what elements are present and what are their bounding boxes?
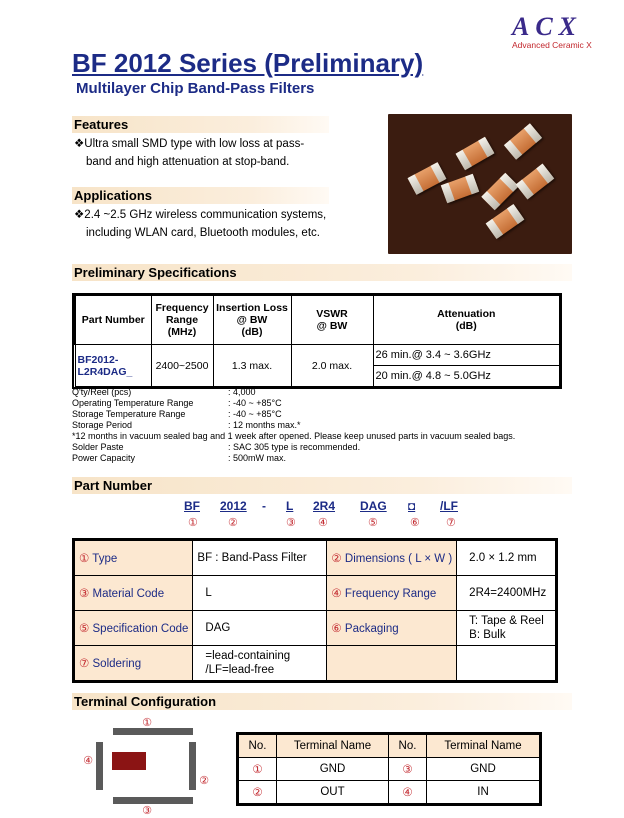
spec-table <box>72 293 562 389</box>
spec-freq-range: 2400~2500 <box>151 345 213 387</box>
note-value: : 12 months max.* <box>228 420 301 430</box>
pn-index: ⑤ <box>368 517 378 529</box>
terminal-heading: Terminal Configuration <box>72 693 572 710</box>
terminal-no: ③ <box>389 758 427 781</box>
spec-vswr: 2.0 max. <box>291 345 373 387</box>
terminal-header: No. <box>239 735 277 758</box>
terminal-row <box>239 781 540 804</box>
pn-value: =lead-containing /LF=lead-free <box>193 646 327 681</box>
pn-label: ③ Material Code <box>75 576 193 611</box>
spec-part-number: BF2012- L2R4DAG_ <box>75 345 151 387</box>
pn-code-type: BF <box>184 499 200 513</box>
pn-label: ⑤ Specification Code <box>75 611 193 646</box>
pn-index: ② <box>228 517 238 529</box>
note-key: Solder Paste <box>72 442 124 452</box>
pn-label: ① Type <box>75 541 193 576</box>
terminal-pad-2 <box>189 742 196 790</box>
note-key: Storage Temperature Range <box>72 409 186 419</box>
logo-tagline: Advanced Ceramic X <box>512 40 592 50</box>
pn-index: ① <box>188 517 198 529</box>
terminal-no: ① <box>239 758 277 781</box>
acx-logo <box>512 12 610 50</box>
pn-label: ② Dimensions ( L × W ) <box>327 541 457 576</box>
pn-code-material: L <box>286 499 294 513</box>
note-key: Power Capacity <box>72 453 136 463</box>
spec-header-loss: Insertion Loss @ BW (dB) <box>213 296 291 345</box>
features-line-2: band and high attenuation at stop-band. <box>86 156 290 168</box>
pn-row <box>75 541 556 576</box>
product-photo <box>388 114 572 254</box>
pn-value: BF : Band-Pass Filter <box>193 541 327 576</box>
terminal-header: No. <box>389 735 427 758</box>
spec-header-vswr: VSWR @ BW <box>291 296 373 345</box>
terminal-name: OUT <box>277 781 389 804</box>
terminal-pad-4 <box>96 742 103 790</box>
applications-text <box>74 206 326 242</box>
terminal-diagram <box>80 716 220 816</box>
pn-index: ⑥ <box>410 517 420 529</box>
features-line-1: ❖Ultra small SMD type with low loss at pass- <box>74 138 305 150</box>
pn-label: ⑥ Packaging <box>327 611 457 646</box>
terminal-pad-3 <box>113 797 193 804</box>
applications-line-2: including WLAN card, Bluetooth modules, etc. <box>86 227 320 239</box>
logo-letters: ACX <box>512 12 583 41</box>
pn-label: ④ Frequency Range <box>327 576 457 611</box>
specs-heading: Preliminary Specifications <box>72 264 572 281</box>
diagram-label-4: ④ <box>83 754 93 767</box>
terminal-no: ④ <box>389 781 427 804</box>
pn-code-spec: DAG <box>360 499 387 513</box>
terminal-row <box>239 758 540 781</box>
spec-notes <box>72 387 515 464</box>
terminal-name: GND <box>427 758 540 781</box>
note-value: : -40 ~ +85°C <box>228 409 282 419</box>
pn-index: ③ <box>286 517 296 529</box>
chip-image <box>516 164 554 200</box>
part-number-heading: Part Number <box>72 477 572 494</box>
part-number-table <box>72 538 558 683</box>
pn-code-soldering: /LF <box>440 499 458 513</box>
terminal-header: Terminal Name <box>427 735 540 758</box>
applications-line-1: ❖2.4 ~2.5 GHz wireless communication systems, <box>74 209 327 221</box>
spec-header-part: Part Number <box>75 296 151 345</box>
page-title: BF 2012 Series (Preliminary) <box>72 48 424 78</box>
spec-attenuation-2: 20 min.@ 4.8 ~ 5.0GHz <box>373 366 560 387</box>
pn-row <box>75 576 556 611</box>
spec-header-freq: Frequency Range (MHz) <box>151 296 213 345</box>
diagram-label-2: ② <box>199 774 209 787</box>
pn-label: ⑦ Soldering <box>75 646 193 681</box>
features-heading: Features <box>72 116 329 133</box>
pn-value: L <box>193 576 327 611</box>
spec-header-atten: Attenuation (dB) <box>373 296 560 345</box>
pn-code-frequency: 2R4 <box>313 499 336 513</box>
terminal-name: GND <box>277 758 389 781</box>
note-value: : 500mW max. <box>228 453 287 463</box>
spec-insertion-loss: 1.3 max. <box>213 345 291 387</box>
pn-value: DAG <box>193 611 327 646</box>
pn-separator: - <box>262 499 266 513</box>
diagram-label-3: ③ <box>142 804 152 816</box>
orientation-mark <box>112 752 146 770</box>
page-subtitle: Multilayer Chip Band-Pass Filters <box>76 80 315 97</box>
note-key: Q'ty/Reel (pcs) <box>72 387 132 397</box>
pn-value: 2.0 × 1.2 mm <box>457 541 556 576</box>
pn-value-empty <box>457 646 556 681</box>
terminal-no: ② <box>239 781 277 804</box>
diagram-label-1: ① <box>142 716 152 729</box>
note-value: : 4,000 <box>228 387 256 397</box>
spec-attenuation-1: 26 min.@ 3.4 ~ 3.6GHz <box>373 345 560 366</box>
terminal-name: IN <box>427 781 540 804</box>
chip-image <box>408 162 447 195</box>
note-key: Operating Temperature Range <box>72 398 194 408</box>
pn-code-packaging: ◘ <box>408 499 416 513</box>
terminal-header: Terminal Name <box>277 735 389 758</box>
pn-index: ⑦ <box>446 517 456 529</box>
pn-label-empty <box>327 646 457 681</box>
pn-code-dimension: 2012 <box>220 499 247 513</box>
pn-value: 2R4=2400MHz <box>457 576 556 611</box>
terminal-table <box>236 732 542 806</box>
pn-value: T: Tape & Reel B: Bulk <box>457 611 556 646</box>
pn-row <box>75 611 556 646</box>
note-footnote: *12 months in vacuum sealed bag and 1 week after opened. Please keep unused parts in vacuum sealed bags. <box>72 431 516 441</box>
features-text <box>74 135 304 171</box>
pn-row <box>75 646 556 681</box>
note-key: Storage Period <box>72 420 133 430</box>
applications-heading: Applications <box>72 187 329 204</box>
terminal-pad-1 <box>113 728 193 735</box>
note-value: : SAC 305 type is recommended. <box>228 442 361 452</box>
pn-index: ④ <box>318 517 328 529</box>
chip-image <box>504 123 542 159</box>
chip-image <box>486 204 525 239</box>
chip-image <box>456 137 495 170</box>
note-value: : -40 ~ +85°C <box>228 398 282 408</box>
